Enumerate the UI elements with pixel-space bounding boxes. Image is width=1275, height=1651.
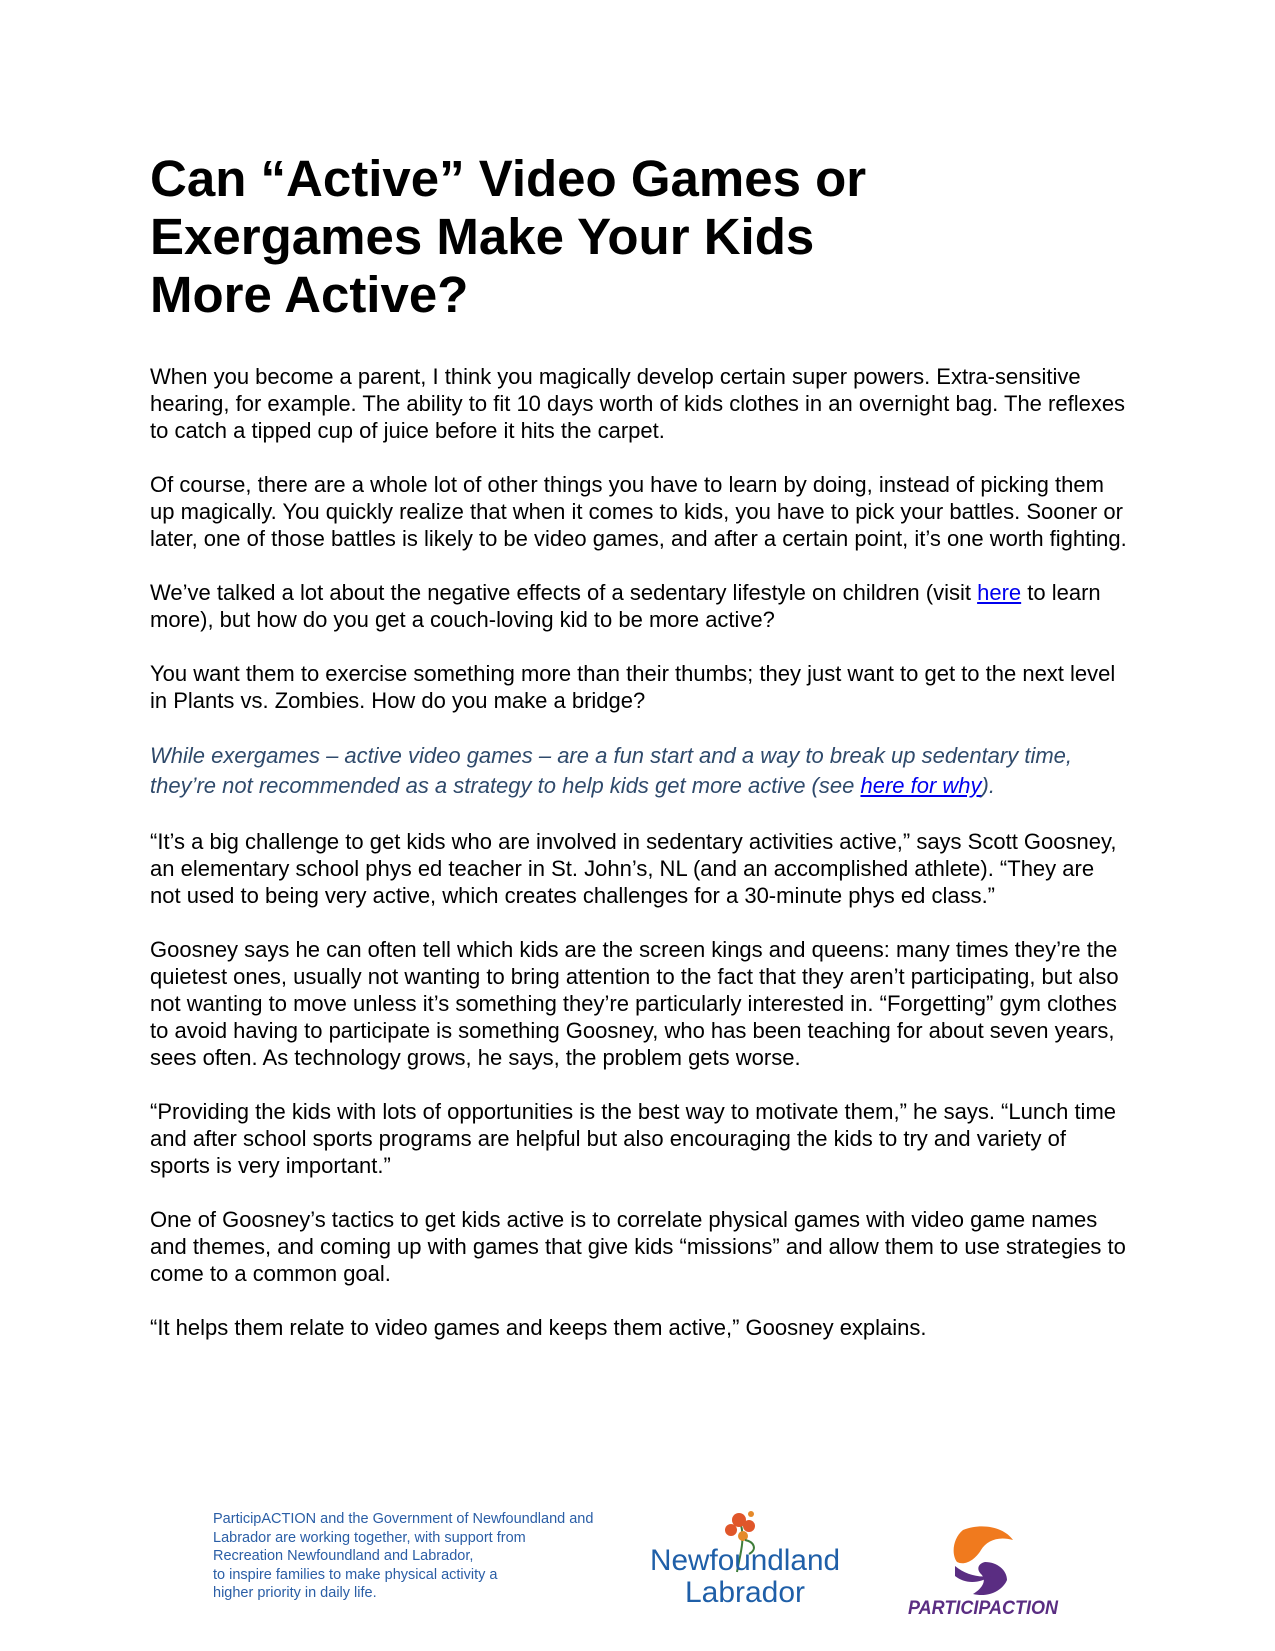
footer-line-3: Recreation Newfoundland and Labrador,: [213, 1548, 474, 1564]
nl-logo-word-newfoundland: Newfoundland: [650, 1544, 840, 1577]
article-title: Can “Active” Video Games or Exergames Make Your Kids More Active?: [150, 150, 867, 323]
article: [150, 150, 1130, 1368]
footer-line-1: ParticipACTION and the Government of Newfoundland and: [213, 1511, 594, 1527]
paragraph-2: Of course, there are a whole lot of other things you have to learn by doing, instead of picking them up magically. You quickly realize that when it comes to kids, you have to pick your battles. Sooner or later, one of those battles is likely to be video games, and after a certain point, it’s one worth fighting.: [150, 472, 1127, 551]
footer: [0, 1500, 1275, 1620]
paragraph-3-text-after: to learn more), but how do you get a couch-loving kid to be more active?: [150, 580, 1101, 632]
paragraph-3: [150, 579, 1130, 633]
paragraph-8: One of Goosney’s tactics to get kids active is to correlate physical games with video game names and themes, and coming up with games that give kids “missions” and allow them to use strategies to come to a common goal.: [150, 1207, 1126, 1286]
footer-partnership-text: [213, 1510, 633, 1603]
paragraph-7: “Providing the kids with lots of opportunities is the best way to motivate them,” he says. “Lunch time and after school sports programs are helpful but also encouraging the kids to try and variety of sports is very important.”: [150, 1099, 1117, 1178]
participaction-swirl-icon: [954, 1526, 1013, 1595]
paragraph-1: When you become a parent, I think you magically develop certain super powers. Extra-sensitive hearing, for example. The ability to fit 10 days worth of kids clothes in an overnight bag. The reflexes to catch a tipped cup of juice before it hits the carpet.: [150, 364, 1126, 443]
newfoundland-labrador-logo: [645, 1500, 845, 1610]
here-link[interactable]: here: [977, 580, 1022, 605]
paragraph-9: “It helps them relate to video games and keeps them active,” Goosney explains.: [150, 1315, 927, 1340]
here-for-why-link[interactable]: here for why: [860, 773, 982, 798]
paragraph-5: “It’s a big challenge to get kids who are involved in sedentary activities active,” says Scott Goosney, an elementary school phys ed teacher in St. John’s, NL (and an accomplished athlete). “They are not used to being very active, which creates challenges for a 30-minute phys ed class.”: [150, 829, 1117, 908]
participaction-logo: [895, 1518, 1070, 1618]
paragraph-6: Goosney says he can often tell which kids are the screen kings and queens: many times they’re the quietest ones, usually not wanting to bring attention to the fact that they aren’t participating, but also not wanting to move unless it’s something they’re particularly interested in. “Forgetting” gym clothes to avoid having to participate is something Goosney, who has been teaching for about seven years, sees often. As technology grows, he says, the problem gets worse.: [150, 937, 1119, 1070]
callout-text-after: ).: [981, 773, 995, 798]
callout-note: [150, 741, 1130, 801]
paragraph-4: You want them to exercise something more than their thumbs; they just want to get to the next level in Plants vs. Zombies. How do you make a bridge?: [150, 661, 1116, 713]
paragraph-3-text-before: We’ve talked a lot about the negative effects of a sedentary lifestyle on children (visit: [150, 580, 978, 605]
footer-line-2: Labrador are working together, with support from: [213, 1529, 526, 1546]
footer-line-5: higher priority in daily life.: [213, 1585, 377, 1601]
nl-logo-word-labrador: Labrador: [684, 1576, 806, 1609]
footer-line-4: to inspire families to make physical activity a: [213, 1566, 498, 1583]
callout-text-before: While exergames – active video games – are a fun start and a way to break up sedentary time, they’re not recommended as a strategy to help kids get more active (see: [150, 743, 1073, 798]
participaction-wordmark: PARTICIPACTION: [908, 1598, 1060, 1618]
